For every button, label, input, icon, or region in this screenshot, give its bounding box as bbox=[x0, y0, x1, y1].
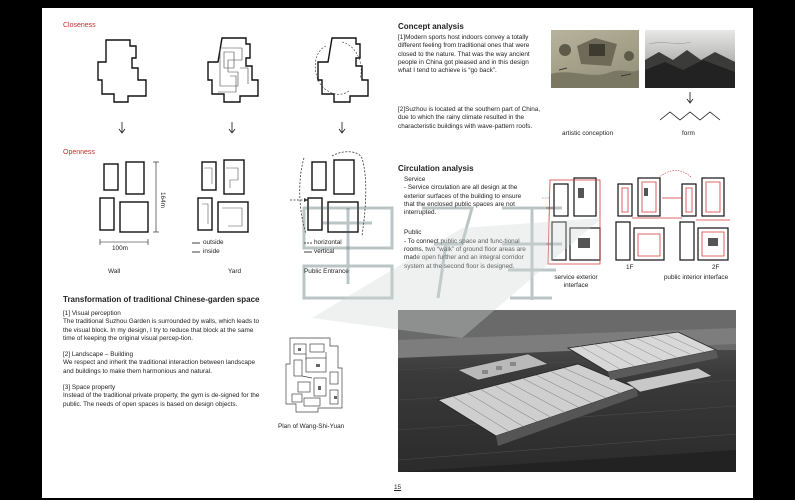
item-2-body: We respect and inherit the traditional interaction between landscape and buildings to make them harmonious and natural. bbox=[63, 359, 256, 375]
legend-outside: outside bbox=[203, 239, 224, 246]
plan-caption: Plan of Wang-Shi-Yuan bbox=[278, 423, 345, 430]
dimension-width: 100m bbox=[112, 245, 128, 252]
item-1-heading: [1] Visual perception bbox=[63, 310, 121, 317]
public-body: - To connect public space and func-tional rooms, two “walk” of ground floor areas are made open further and an integral corridor system at the second floor is designed. bbox=[404, 237, 526, 270]
caption-public-entrance: Public Entrance bbox=[304, 268, 349, 275]
caption-form: form bbox=[682, 130, 695, 137]
caption-yard: Yard bbox=[228, 268, 242, 275]
aerial-rendering bbox=[398, 310, 736, 472]
closeness-label: Closeness bbox=[63, 22, 96, 29]
caption-public-interface: public interior interface bbox=[663, 274, 729, 281]
caption-service-interface: service exterior interface bbox=[554, 274, 598, 289]
item-3-heading: [3] Space property bbox=[63, 384, 116, 392]
floor-2f: 2F bbox=[712, 264, 720, 271]
concept-paragraph-2: [2]Suzhou is located at the southern part of China, due to which the rainy climate resulted in the characteristic buildings with wave-pattern roofs. bbox=[398, 106, 541, 130]
legend-horizontal: horizontal bbox=[314, 239, 342, 246]
caption-wall: Wall bbox=[108, 268, 121, 275]
circulation-title: Circulation analysis bbox=[398, 164, 474, 173]
service-heading: Service bbox=[404, 176, 426, 183]
portfolio-page bbox=[42, 8, 753, 498]
dimension-height: 164m bbox=[159, 192, 166, 208]
item-2-heading: [2] Landscape – Building bbox=[63, 351, 133, 359]
openness-label: Openness bbox=[63, 149, 95, 156]
floor-1f: 1F bbox=[626, 264, 634, 271]
transformation-title: Transformation of traditional Chinese-garden space bbox=[63, 295, 260, 304]
item-1-body: The traditional Suzhou Garden is surrounded by walls, which leads to the visual block. In my design, I try to reduce that block at the same time of keeping the original visual percep-tion. bbox=[63, 318, 260, 342]
page-number: 15 bbox=[394, 484, 402, 491]
legend-inside: inside bbox=[203, 248, 220, 255]
service-body: - Service circulation are all design at the exterior surfaces of the building to ensure that the enclosed public spaces are not interrupted. bbox=[404, 184, 522, 217]
concept-paragraph-1: [1]Modern sports host indoors convey a totally different feeling from traditional ones that were closed to the nature. That was the way ancient people in China got pleased and in this design what I tend to achieve is “go back”. bbox=[398, 34, 530, 75]
item-3-body: Instead of the traditional private property, the gym is de-signed for the public. The needs of open spaces is based on design objects. bbox=[63, 392, 260, 408]
legend-vertical: vertical bbox=[314, 248, 335, 255]
concept-title: Concept analysis bbox=[398, 22, 464, 31]
public-heading: Public bbox=[404, 229, 422, 237]
caption-artistic: artistic conception bbox=[562, 130, 614, 137]
